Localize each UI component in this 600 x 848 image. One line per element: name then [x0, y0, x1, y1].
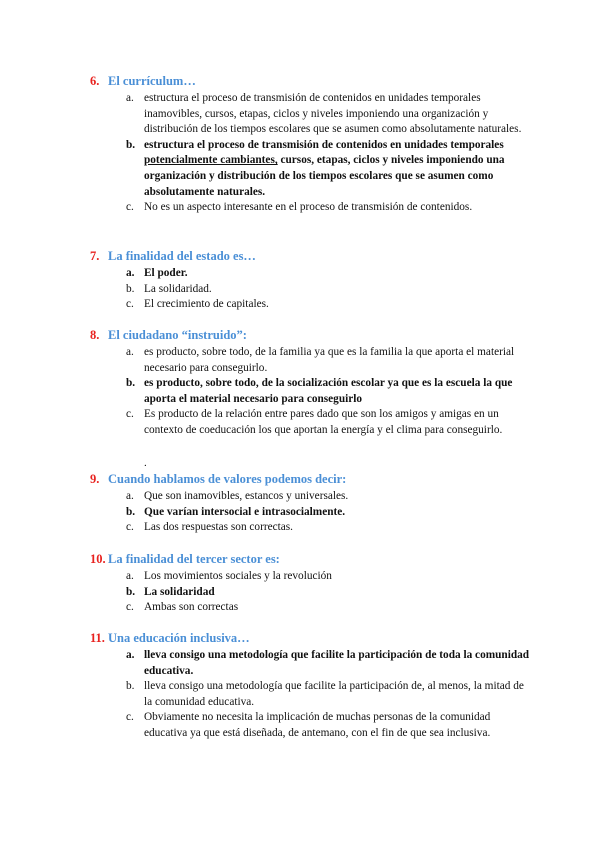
option-b: [90, 505, 530, 521]
option-letter: b.: [126, 282, 135, 295]
option-b: [90, 282, 530, 298]
question-11: [90, 630, 530, 742]
option-letter: b.: [126, 505, 136, 518]
question-number: 6.: [90, 74, 100, 88]
question-number: 9.: [90, 472, 100, 486]
question-number: 10.: [90, 552, 106, 566]
option-c: [90, 520, 530, 536]
question-text: Una educación inclusiva…: [108, 631, 250, 645]
question-number: 8.: [90, 328, 100, 342]
option-c: [90, 407, 530, 438]
options-list: [90, 489, 530, 536]
option-text: No es un aspecto interesante en el proceso de transmisión de contenidos.: [144, 201, 473, 214]
option-a: [90, 648, 530, 679]
question-text: Cuando hablamos de valores podemos decir:: [108, 472, 347, 486]
question-9: [90, 471, 530, 536]
question-text: La finalidad del tercer sector es:: [108, 552, 280, 566]
option-b: [90, 679, 530, 710]
option-text: La solidaridad.: [144, 282, 212, 295]
options-list: [90, 569, 530, 616]
option-letter: b.: [126, 680, 135, 693]
option-text: es producto, sobre todo, de la socialización escolar ya que es la escuela la que aporta el material necesario para conseguirlo: [144, 377, 513, 405]
option-c: [90, 600, 530, 616]
question-number: 11.: [90, 631, 105, 645]
option-letter: c.: [126, 711, 134, 724]
option-a: [90, 91, 530, 138]
option-text: estructura el proceso de transmisión de contenidos en unidades temporales inamovibles, cursos, etapas, ciclos y niveles imponiendo una organización y distribución de los tiempos escolares que se asumen como absolutamente naturales.: [144, 92, 522, 136]
option-letter: a.: [126, 92, 134, 104]
option-text-end: cursos, etapas, ciclos y niveles imponiendo una organización y distribución de los tiempos escolares que se asumen como absolutamente naturales.: [144, 154, 505, 198]
options-list: [90, 345, 530, 439]
option-text: Las dos respuestas son correctas.: [144, 521, 294, 534]
question-title: [90, 248, 530, 264]
option-text: Que son inamovibles, estancos y universales.: [144, 490, 349, 502]
question-title: [90, 471, 530, 487]
option-letter: b.: [126, 585, 136, 598]
question-title: [90, 551, 530, 567]
question-title: [90, 630, 530, 646]
question-title: [90, 327, 530, 343]
option-letter: a.: [126, 267, 135, 279]
question-title: [90, 73, 530, 89]
option-a: [90, 266, 530, 282]
question-6: [90, 73, 530, 216]
option-text: lleva consigo una metodología que facilite la participación de toda la comunidad educativa.: [144, 649, 530, 677]
options-list: [90, 648, 530, 742]
option-letter: c.: [126, 521, 134, 534]
option-text: es producto, sobre todo, de la familia ya que es la familia la que aporta el material necesario para conseguirlo.: [144, 346, 515, 374]
question-7: [90, 248, 530, 313]
option-text: Obviamente no necesita la implicación de muchas personas de la comunidad educativa ya que está diseñada, de antemano, con el fin de que sea inclusiva.: [144, 711, 491, 739]
question-8: [90, 327, 530, 439]
question-number: 7.: [90, 249, 100, 263]
option-c: [90, 297, 530, 313]
option-letter: c.: [126, 298, 134, 311]
option-a: [90, 345, 530, 376]
option-a: [90, 569, 530, 585]
option-letter: a.: [126, 570, 134, 582]
option-letter: c.: [126, 601, 134, 614]
option-b: [90, 138, 530, 200]
option-text: El poder.: [144, 267, 188, 279]
question-text: La finalidad del estado es…: [108, 249, 256, 263]
option-a: [90, 489, 530, 505]
stray-period: .: [144, 457, 147, 469]
option-letter: c.: [126, 408, 134, 421]
option-b: [90, 376, 530, 407]
option-b: [90, 585, 530, 601]
options-list: [90, 91, 530, 216]
option-letter: a.: [126, 649, 135, 661]
option-letter: a.: [126, 346, 134, 358]
option-text: Es producto de la relación entre pares dado que son los amigos y amigas en un contexto de coeducación los que aportan la energía y el clima para conseguirlo.: [144, 408, 503, 436]
option-c: [90, 710, 530, 741]
question-text: El currículum…: [108, 74, 196, 88]
question-10: [90, 551, 530, 616]
option-text: La solidaridad: [144, 585, 215, 598]
option-letter: a.: [126, 490, 134, 502]
option-text-start: estructura el proceso de transmisión de contenidos en unidades temporales: [144, 138, 504, 151]
option-text: lleva consigo una metodología que facilite la participación de, al menos, la mitad de la comunidad educativa.: [144, 680, 524, 708]
option-c: [90, 200, 530, 216]
option-letter: b.: [126, 377, 136, 390]
options-list: [90, 266, 530, 313]
option-text: Que varían intersocial e intrasocialmente.: [144, 505, 346, 518]
option-text: El crecimiento de capitales.: [144, 298, 269, 311]
option-text: Los movimientos sociales y la revolución: [144, 570, 332, 582]
question-text: El ciudadano “instruido”:: [108, 328, 247, 342]
option-text: Ambas son correctas: [144, 601, 239, 614]
option-letter: b.: [126, 138, 136, 151]
option-letter: c.: [126, 201, 134, 214]
option-text-underlined: potencialmente cambiantes,: [144, 154, 278, 167]
